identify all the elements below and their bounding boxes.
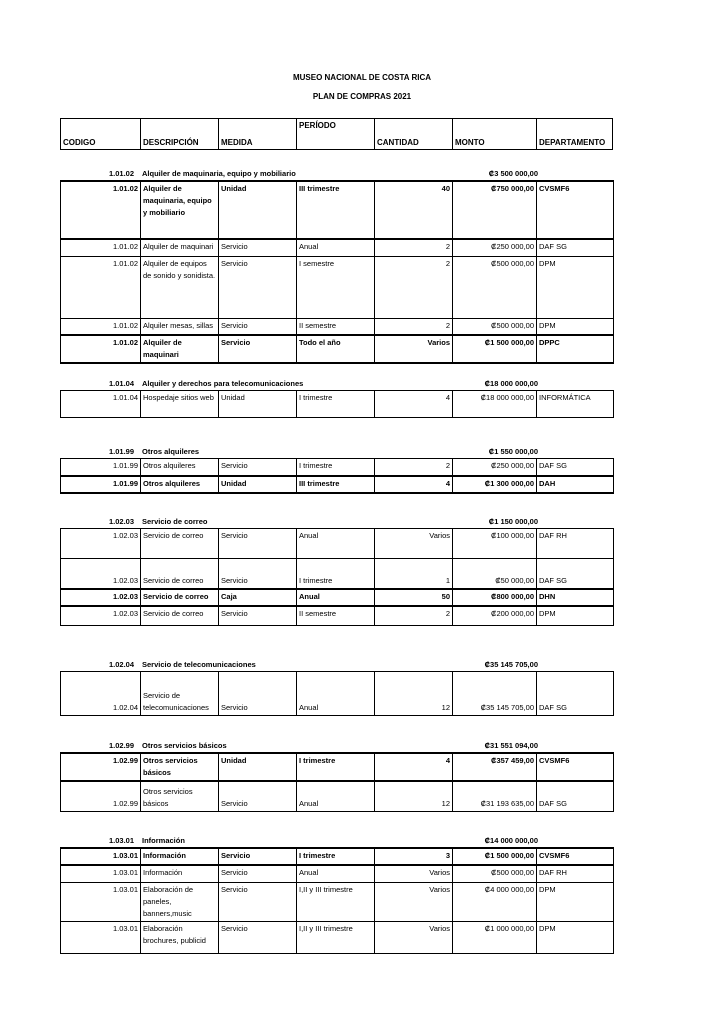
- cell-desc: Alquiler de maquinari: [141, 239, 219, 256]
- col-departamento: DEPARTAMENTO: [539, 138, 606, 147]
- cell-desc: Otros servicios básicos: [141, 753, 219, 781]
- cell-depto: DAH: [537, 476, 614, 493]
- cell-cantidad: 3: [375, 848, 453, 865]
- section-name: Otros alquileres: [142, 447, 200, 456]
- cell-depto: DAF RH: [537, 529, 614, 559]
- cell-cantidad: 4: [375, 391, 453, 418]
- table-row: [61, 239, 614, 256]
- cell-periodo: I trimestre: [297, 848, 375, 865]
- cell-monto: ₡1 500 000,00: [453, 335, 537, 363]
- section-code: 1.02.04: [109, 660, 135, 669]
- table-row: [61, 589, 614, 606]
- table-row: [61, 606, 614, 626]
- cell-code: 1.01.99: [61, 459, 141, 476]
- table-row: [61, 672, 614, 716]
- table-row: [61, 921, 614, 953]
- section-code: 1.01.04: [109, 379, 135, 388]
- cell-monto: ₡50 000,00: [453, 559, 537, 589]
- cell-medida: Servicio: [219, 921, 297, 953]
- table-row: [61, 781, 614, 811]
- cell-medida: Servicio: [219, 781, 297, 811]
- cell-monto: ₡250 000,00: [453, 239, 537, 256]
- cell-cantidad: 2: [375, 606, 453, 626]
- cell-depto: DAF SG: [537, 559, 614, 589]
- cell-periodo: II semestre: [297, 318, 375, 335]
- cell-desc: Elaboración de paneles, banners,music: [141, 882, 219, 921]
- cell-code: 1.03.01: [61, 882, 141, 921]
- section-total: ₡18 000 000,00: [484, 379, 538, 388]
- cell-desc: Alquiler mesas, sillas: [141, 318, 219, 335]
- document-subtitle: PLAN DE COMPRAS 2021: [312, 92, 412, 101]
- cell-code: 1.02.03: [61, 559, 141, 589]
- section-total: ₡3 500 000,00: [488, 169, 538, 178]
- cell-medida: Servicio: [219, 335, 297, 363]
- section-header: [60, 835, 613, 847]
- cell-medida: Servicio: [219, 256, 297, 318]
- cell-code: 1.02.03: [61, 606, 141, 626]
- cell-desc: Servicio de correo: [141, 606, 219, 626]
- section-name: Alquiler de maquinaria, equipo y mobiliario: [142, 169, 296, 178]
- table-row: [61, 882, 614, 921]
- section-code: 1.01.99: [109, 447, 135, 456]
- cell-cantidad: 2: [375, 459, 453, 476]
- cell-cantidad: 1: [375, 559, 453, 589]
- cell-depto: DPPC: [537, 335, 614, 363]
- section-header: [60, 378, 613, 390]
- table-header: [60, 118, 613, 150]
- cell-code: 1.03.01: [61, 921, 141, 953]
- cell-periodo: Todo el año: [297, 335, 375, 363]
- cell-periodo: I trimestre: [297, 459, 375, 476]
- cell-code: 1.01.99: [61, 476, 141, 493]
- table-row: [61, 753, 614, 781]
- cell-medida: Servicio: [219, 606, 297, 626]
- cell-periodo: I,II y III trimestre: [297, 921, 375, 953]
- cell-desc: Información: [141, 865, 219, 882]
- budget-section: [60, 516, 613, 626]
- cell-cantidad: 4: [375, 753, 453, 781]
- cell-medida: Caja: [219, 589, 297, 606]
- section-table: [60, 458, 614, 494]
- section-total: ₡35 145 705,00: [484, 660, 538, 669]
- cell-cantidad: 2: [375, 256, 453, 318]
- cell-medida: Unidad: [219, 391, 297, 418]
- cell-monto: ₡100 000,00: [453, 529, 537, 559]
- cell-code: 1.02.03: [61, 589, 141, 606]
- cell-depto: DPM: [537, 318, 614, 335]
- table-row: [61, 559, 614, 589]
- cell-code: 1.02.03: [61, 529, 141, 559]
- table-row: [61, 865, 614, 882]
- cell-cantidad: Varios: [375, 865, 453, 882]
- cell-cantidad: 12: [375, 781, 453, 811]
- cell-depto: CVSMF6: [537, 181, 614, 239]
- cell-cantidad: 4: [375, 476, 453, 493]
- cell-medida: Servicio: [219, 239, 297, 256]
- cell-depto: DAF SG: [537, 781, 614, 811]
- section-code: 1.01.02: [109, 169, 135, 178]
- cell-code: 1.02.99: [61, 753, 141, 781]
- cell-medida: Servicio: [219, 318, 297, 335]
- cell-monto: ₡500 000,00: [453, 318, 537, 335]
- cell-cantidad: 2: [375, 318, 453, 335]
- table-row: [61, 335, 614, 363]
- section-name: Servicio de telecomunicaciones: [142, 660, 256, 669]
- cell-depto: INFORMÁTICA: [537, 391, 614, 418]
- section-total: ₡31 551 094,00: [484, 741, 538, 750]
- col-codigo: CODIGO: [61, 119, 141, 149]
- cell-code: 1.02.04: [61, 672, 141, 716]
- budget-section: [60, 835, 613, 954]
- col-descripcion: DESCRIPCIÓN: [141, 119, 219, 149]
- budget-section: [60, 740, 613, 812]
- cell-monto: ₡500 000,00: [453, 256, 537, 318]
- section-total: ₡1 150 000,00: [488, 517, 538, 526]
- section-code: 1.03.01: [109, 836, 135, 845]
- cell-monto: ₡750 000,00: [453, 181, 537, 239]
- cell-desc: Otros alquileres: [141, 459, 219, 476]
- cell-desc: Hospedaje sitios web: [141, 391, 219, 418]
- cell-desc: Servicio de correo: [141, 589, 219, 606]
- section-total: ₡1 550 000,00: [488, 447, 538, 456]
- table-row: [61, 181, 614, 239]
- table-row: [61, 391, 614, 418]
- col-cantidad: CANTIDAD: [375, 119, 453, 149]
- cell-medida: Unidad: [219, 476, 297, 493]
- cell-monto: ₡31 193 635,00: [453, 781, 537, 811]
- cell-medida: Servicio: [219, 865, 297, 882]
- document-title: MUSEO NACIONAL DE COSTA RICA: [292, 73, 432, 82]
- cell-periodo: II semestre: [297, 606, 375, 626]
- cell-desc: Alquiler de equipos de sonido y sonidista.: [141, 256, 219, 318]
- cell-medida: Servicio: [219, 848, 297, 865]
- cell-desc: Alquiler de maquinari: [141, 335, 219, 363]
- cell-desc: Alquiler de maquinaria, equipo y mobiliario: [141, 181, 219, 239]
- cell-periodo: III trimestre: [297, 476, 375, 493]
- table-row: [61, 256, 614, 318]
- cell-cantidad: Varios: [375, 921, 453, 953]
- cell-desc: Servicio de correo: [141, 529, 219, 559]
- cell-depto: DPM: [537, 882, 614, 921]
- cell-medida: Servicio: [219, 529, 297, 559]
- cell-depto: DPM: [537, 256, 614, 318]
- section-name: Servicio de correo: [142, 517, 208, 526]
- cell-depto: DAF SG: [537, 459, 614, 476]
- cell-periodo: I trimestre: [297, 559, 375, 589]
- cell-periodo: Anual: [297, 781, 375, 811]
- col-medida: MEDIDA: [219, 119, 297, 149]
- cell-desc: Otros alquileres: [141, 476, 219, 493]
- section-table: [60, 671, 614, 716]
- section-name: Información: [142, 836, 185, 845]
- cell-monto: ₡1 000 000,00: [453, 921, 537, 953]
- cell-desc: Servicio de correo: [141, 559, 219, 589]
- section-header: [60, 659, 613, 671]
- section-table: [60, 390, 614, 418]
- cell-depto: DAF SG: [537, 239, 614, 256]
- cell-code: 1.03.01: [61, 865, 141, 882]
- cell-code: 1.01.02: [61, 256, 141, 318]
- section-header: [60, 740, 613, 752]
- cell-periodo: I,II y III trimestre: [297, 882, 375, 921]
- cell-monto: ₡500 000,00: [453, 865, 537, 882]
- col-monto: MONTO: [453, 119, 537, 149]
- cell-periodo: Anual: [297, 529, 375, 559]
- cell-depto: CVSMF6: [537, 753, 614, 781]
- cell-medida: Unidad: [219, 753, 297, 781]
- cell-periodo: III trimestre: [297, 181, 375, 239]
- section-header: [60, 516, 613, 528]
- section-header: [60, 168, 613, 180]
- section-name: Otros servicios básicos: [142, 741, 227, 750]
- table-row: [61, 318, 614, 335]
- budget-section: [60, 168, 613, 364]
- cell-cantidad: 12: [375, 672, 453, 716]
- cell-medida: Unidad: [219, 181, 297, 239]
- cell-cantidad: 40: [375, 181, 453, 239]
- cell-cantidad: Varios: [375, 335, 453, 363]
- cell-monto: ₡35 145 705,00: [453, 672, 537, 716]
- cell-monto: ₡250 000,00: [453, 459, 537, 476]
- cell-depto: DPM: [537, 921, 614, 953]
- section-name: Alquiler y derechos para telecomunicaciones: [142, 379, 304, 388]
- cell-cantidad: 2: [375, 239, 453, 256]
- table-row: [61, 476, 614, 493]
- cell-periodo: I semestre: [297, 256, 375, 318]
- cell-monto: ₡4 000 000,00: [453, 882, 537, 921]
- cell-medida: Servicio: [219, 672, 297, 716]
- cell-desc: Otros servicios básicos: [141, 781, 219, 811]
- cell-desc: Servicio de telecomunicaciones: [141, 672, 219, 716]
- budget-section: [60, 446, 613, 494]
- cell-monto: ₡1 300 000,00: [453, 476, 537, 493]
- cell-depto: DPM: [537, 606, 614, 626]
- table-row: [61, 848, 614, 865]
- cell-desc: Información: [141, 848, 219, 865]
- cell-code: 1.01.04: [61, 391, 141, 418]
- cell-depto: DAF SG: [537, 672, 614, 716]
- section-table: [60, 180, 614, 364]
- cell-cantidad: Varios: [375, 882, 453, 921]
- cell-periodo: I trimestre: [297, 391, 375, 418]
- cell-periodo: Anual: [297, 865, 375, 882]
- cell-depto: DHN: [537, 589, 614, 606]
- cell-cantidad: Varios: [375, 529, 453, 559]
- cell-depto: CVSMF6: [537, 848, 614, 865]
- cell-code: 1.01.02: [61, 239, 141, 256]
- section-table: [60, 752, 614, 812]
- cell-periodo: Anual: [297, 589, 375, 606]
- section-header: [60, 446, 613, 458]
- section-table: [60, 528, 614, 626]
- section-table: [60, 847, 614, 954]
- col-periodo: PERÍODO: [297, 119, 375, 149]
- table-row: [61, 529, 614, 559]
- cell-periodo: Anual: [297, 239, 375, 256]
- budget-section: [60, 659, 613, 716]
- cell-code: 1.01.02: [61, 181, 141, 239]
- section-code: 1.02.99: [109, 741, 135, 750]
- section-code: 1.02.03: [109, 517, 135, 526]
- cell-cantidad: 50: [375, 589, 453, 606]
- cell-depto: DAF RH: [537, 865, 614, 882]
- cell-monto: ₡1 500 000,00: [453, 848, 537, 865]
- table-row: [61, 459, 614, 476]
- cell-monto: ₡357 459,00: [453, 753, 537, 781]
- cell-medida: Servicio: [219, 559, 297, 589]
- cell-periodo: Anual: [297, 672, 375, 716]
- cell-monto: ₡800 000,00: [453, 589, 537, 606]
- cell-desc: Elaboración brochures, publicid: [141, 921, 219, 953]
- cell-code: 1.03.01: [61, 848, 141, 865]
- cell-code: 1.02.99: [61, 781, 141, 811]
- cell-monto: ₡200 000,00: [453, 606, 537, 626]
- cell-medida: Servicio: [219, 882, 297, 921]
- cell-periodo: I trimestre: [297, 753, 375, 781]
- section-total: ₡14 000 000,00: [484, 836, 538, 845]
- cell-monto: ₡18 000 000,00: [453, 391, 537, 418]
- cell-code: 1.01.02: [61, 335, 141, 363]
- budget-section: [60, 378, 613, 418]
- cell-code: 1.01.02: [61, 318, 141, 335]
- cell-medida: Servicio: [219, 459, 297, 476]
